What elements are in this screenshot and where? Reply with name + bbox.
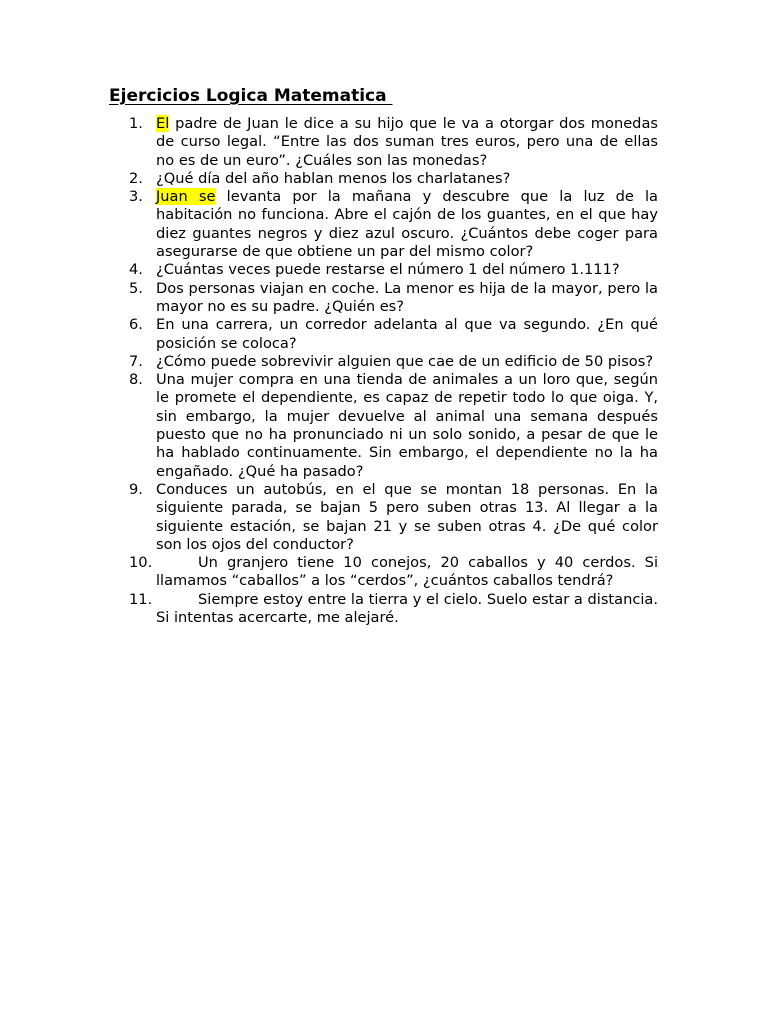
list-item-7 <box>129 353 658 371</box>
list-item-5 <box>129 280 658 317</box>
highlighted-text: El <box>156 115 170 132</box>
item-text: padre de Juan le dice a su hijo que le va a otorgar dos monedas de curso legal. “Entre las dos suman tres euros, pero una de ellas no es de un euro”. ¿Cuáles son las monedas? <box>156 115 658 169</box>
highlighted-text: Juan se <box>156 188 216 206</box>
item-number: 1. <box>129 115 143 132</box>
exercise-list <box>129 115 658 627</box>
list-item-3 <box>129 188 658 261</box>
item-number: 8. <box>129 371 143 389</box>
list-item-1 <box>129 115 658 170</box>
item-number: 9. <box>129 480 143 498</box>
item-number: 2. <box>129 169 143 187</box>
list-item-8 <box>129 371 658 481</box>
item-number: 3. <box>129 188 143 206</box>
list-item-2 <box>129 170 658 188</box>
item-text: Siempre estoy entre la tierra y el cielo. Suelo estar a distancia. Si intentas acercarte, me alejaré. <box>156 590 658 627</box>
list-item-4 <box>129 261 658 279</box>
item-text: En una carrera, un corredor adelanta al que va segundo. ¿En qué posición se coloca? <box>156 316 658 352</box>
item-number: 10. <box>129 554 153 572</box>
item-number: 6. <box>129 316 143 334</box>
list-item-9 <box>129 481 658 554</box>
list-item-6 <box>129 316 658 353</box>
item-text: Un granjero tiene 10 conejos, 20 caballos y 40 cerdos. Si llamamos “caballos” a los “cerdos”, ¿cuántos caballos tendrá? <box>156 554 658 590</box>
document-title: Ejercicios Logica Matematica <box>109 86 393 106</box>
item-text: levanta por la mañana y descubre que la luz de la habitación no funciona. Abre el cajón de los guantes, en el que hay diez guantes negros y diez azul oscuro. ¿Cuántos debe coger para asegurarse de que obtiene un par del mismo color? <box>156 188 658 261</box>
list-item-11 <box>129 591 658 628</box>
item-text: ¿Cómo puede sobrevivir alguien que cae de un edificio de 50 pisos? <box>156 352 654 370</box>
item-number: 5. <box>129 279 143 297</box>
item-text: Una mujer compra en una tienda de animales a un loro que, según le promete el dependiente, es capaz de repetir todo lo que oiga. Y, sin embargo, la mujer devuelve al animal una semana después puesto que no ha pronunciado ni un solo sonido, a pesar de que le ha hablado continuamente. Sin embargo, el dependiente no la ha engañado. ¿Qué ha pasado? <box>156 371 658 480</box>
item-text: Conduces un autobús, en el que se montan 18 personas. En la siguiente parada, se bajan 5 pero suben otras 13. Al llegar a la siguiente estación, se bajan 21 y se suben otras 4. ¿De qué color son los ojos del conductor? <box>156 480 658 553</box>
item-number: 4. <box>129 261 143 279</box>
item-text: Dos personas viajan en coche. La menor es hija de la mayor, pero la mayor no es su padre. ¿Quién es? <box>156 279 658 315</box>
item-number: 11. <box>129 590 153 608</box>
item-number: 7. <box>129 352 143 370</box>
list-item-10 <box>129 554 658 591</box>
item-text: ¿Qué día del año hablan menos los charlatanes? <box>156 169 511 187</box>
item-text: ¿Cuántas veces puede restarse el número 1 del número 1.111? <box>156 261 620 279</box>
